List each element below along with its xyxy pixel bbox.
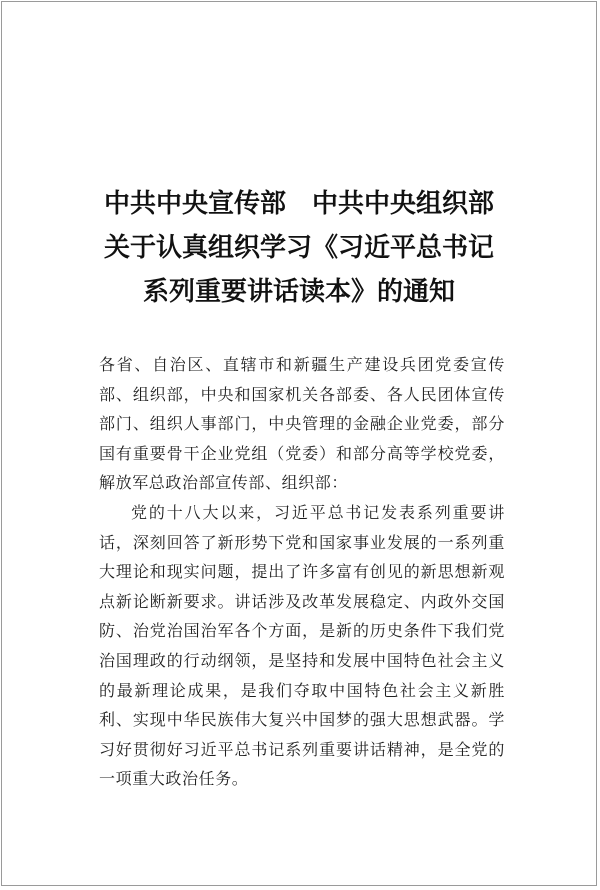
title-line-1: 中共中央宣传部 中共中央组织部 — [103, 189, 494, 219]
document-page — [1, 1, 597, 886]
body-paragraph: 党的十八大以来，习近平总书记发表系列重要讲话，深刻回答了新形势下党和国家事业发展的一系列重大理论和现实问题，提出了许多富有创见的新思想新观点新论断新要求。讲话涉及改革发展稳定、内政外交国防、治党治国治军各个方面，是新的历史条件下我们党治国理政的行动纲领，是坚持和发展中国特色社会主义的最新理论成果，是我们夺取中国特色社会主义新胜利、实现中华民族伟大复兴中国梦的强大思想武器。学习好贯彻好习近平总书记系列重要讲话精神，是全党的一项重大政治任务。 — [99, 502, 505, 789]
document-title — [42, 182, 556, 314]
title-line-3: 系列重要讲话读本》的通知 — [142, 277, 455, 307]
addressee-paragraph: 各省、自治区、直辖市和新疆生产建设兵团党委宣传部、组织部，中央和国家机关各部委、各人民团体宣传部门、组织人事部门，中央管理的金融企业党委，部分国有重要骨干企业党组（党委）和部分高等学校党委，解放军总政治部宣传部、组织部： — [99, 355, 505, 493]
document-body — [99, 350, 505, 794]
title-line-2: 关于认真组织学习《习近平总书记 — [103, 233, 494, 263]
